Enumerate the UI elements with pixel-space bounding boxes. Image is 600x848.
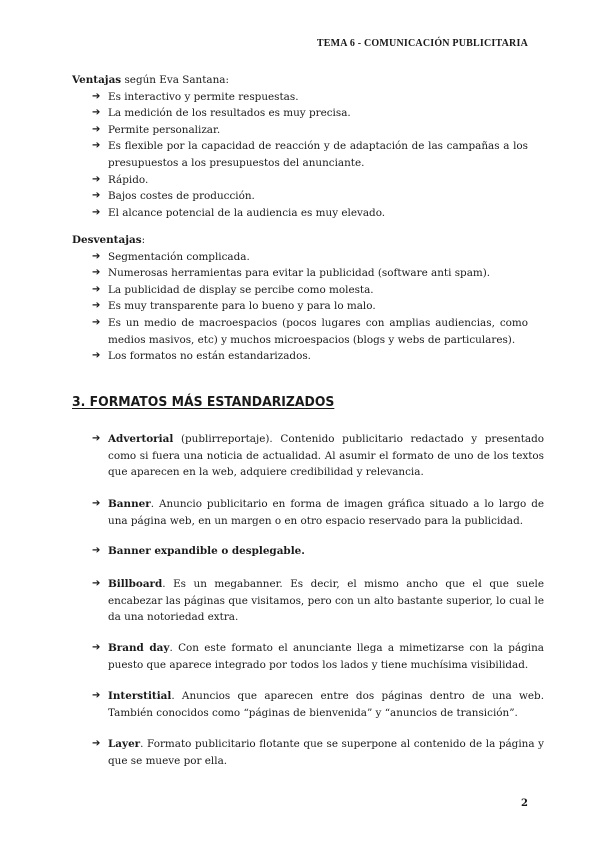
- right-arrow-icon: ➔: [92, 690, 101, 701]
- right-arrow-icon: ➔: [92, 190, 101, 202]
- right-arrow-icon: ➔: [92, 578, 101, 589]
- formato-item-brand-day: ➔ Brand day. Con este formato el anunciante llega a mimetizarse con la página puesto que aparece integrado por todos los lados y tiene muchísima visibilidad.: [92, 642, 545, 671]
- right-arrow-icon: ➔: [92, 300, 101, 312]
- list-item: ➔ La medición de los resultados es muy precisa.: [92, 105, 528, 122]
- right-arrow-icon: ➔: [92, 267, 101, 279]
- right-arrow-icon: ➔: [92, 90, 101, 102]
- list-item: ➔ Es interactivo y permite respuestas.: [92, 89, 528, 106]
- right-arrow-icon: ➔: [92, 316, 101, 328]
- page-number: 2: [521, 798, 528, 809]
- right-arrow-icon: ➔: [92, 206, 101, 218]
- right-arrow-icon: ➔: [92, 738, 101, 749]
- right-arrow-icon: ➔: [92, 283, 101, 295]
- right-arrow-icon: ➔: [92, 498, 101, 509]
- right-arrow-icon: ➔: [92, 123, 101, 135]
- list-item: ➔ Los formatos no están estandarizados.: [92, 348, 528, 365]
- list-item: ➔ Numerosas herramientas para evitar la publicidad (software anti spam).: [92, 265, 528, 282]
- desventajas-list: [72, 249, 528, 365]
- ventajas-list: [72, 89, 528, 222]
- list-item: ➔ Es flexible por la capacidad de reacción y de adaptación de las campañas a los presupuestos a los presupuestos del anunciante.: [92, 140, 528, 169]
- right-arrow-icon: ➔: [92, 140, 101, 152]
- right-arrow-icon: ➔: [92, 107, 101, 119]
- right-arrow-icon: ➔: [92, 350, 101, 362]
- formato-item-layer: ➔ Layer. Formato publicitario flotante que se superpone al contenido de la página y que se mueve por ella.: [92, 738, 544, 767]
- ventajas-block: [72, 72, 528, 221]
- list-item: ➔ Permite personalizar.: [92, 122, 528, 139]
- formato-item-interstitial: ➔ Interstitial. Anuncios que aparecen entre dos páginas dentro de una web. También conocidos como “páginas de bienvenida” y “anuncios de transición”.: [92, 690, 544, 719]
- formato-item-billboard: ➔ Billboard. Es un megabanner. Es decir, el mismo ancho que el que suele encabezar las páginas que visitamos, pero con un alto bastante superior, lo cual le da una notoriedad extra.: [92, 578, 544, 624]
- list-item: ➔ Rápido.: [92, 172, 528, 189]
- list-item: ➔ Bajos costes de producción.: [92, 188, 528, 205]
- list-item: ➔ Es un medio de macroespacios (pocos lugares con amplias audiencias, como medios masivos, etc) y muchos microespacios (blogs y webs de particulares).: [92, 316, 528, 346]
- right-arrow-icon: ➔: [92, 545, 101, 556]
- formato-item-banner-expandible: ➔ Banner expandible o desplegable.: [92, 543, 544, 560]
- desventajas-block: [72, 232, 528, 365]
- desventajas-heading: Desventajas:: [72, 234, 146, 246]
- running-header: TEMA 6 - COMUNICACIÓN PUBLICITARIA: [316, 38, 528, 49]
- formato-item-advertorial: ➔ Advertorial (publirreportaje). Contenido publicitario redactado y presentado como si fuera una noticia de actualidad. Al asumir el formato de uno de los textos que aparecen en la web, adquiere credibilidad y relevancia.: [92, 433, 544, 479]
- list-item: ➔ Segmentación complicada.: [92, 249, 528, 266]
- right-arrow-icon: ➔: [92, 173, 101, 185]
- list-item: ➔ Es muy transparente para lo bueno y para lo malo.: [92, 298, 528, 315]
- list-item: ➔ La publicidad de display se percibe como molesta.: [92, 282, 528, 299]
- ventajas-heading: Ventajas según Eva Santana:: [72, 74, 229, 86]
- list-item: ➔ El alcance potencial de la audiencia es muy elevado.: [92, 205, 528, 222]
- right-arrow-icon: ➔: [92, 642, 101, 653]
- formato-item-banner: ➔ Banner. Anuncio publicitario en forma de imagen gráfica situado a lo largo de una página web, en un margen o en otro espacio reservado para la publicidad.: [92, 498, 544, 527]
- right-arrow-icon: ➔: [92, 250, 101, 262]
- section-title: 3. FORMATOS MÁS ESTANDARIZADOS: [72, 394, 335, 410]
- right-arrow-icon: ➔: [92, 433, 101, 444]
